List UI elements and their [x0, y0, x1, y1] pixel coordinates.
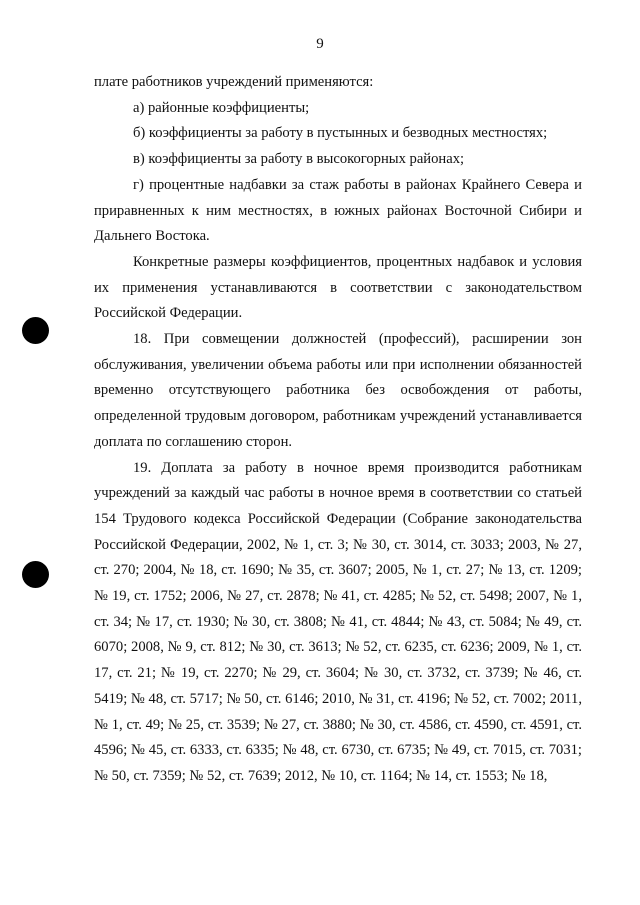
punch-hole-mark [22, 561, 49, 588]
paragraph-19: 19. Доплата за работу в ночное время производится работникам учреждений за каждый час работы в ночное время в соответствии со статьей 154 Трудового кодекса Российской Федерации (Собрание законодательства Российской Федерации, 2002, № 1, ст. 3; № 30, ст. 3014, ст. 3033; 2003, № 27, ст. 270; 2004, № 18, ст. 1690; № 35, ст. 3607; 2005, № 1, ст. 27; № 13, ст. 1209; № 19, ст. 1752; 2006, № 27, ст. 2878; № 41, ст. 4285; № 52, ст. 5498; 2007, № 1, ст. 34; № 17, ст. 1930; № 30, ст. 3808; № 41, ст. 4844; № 43, ст. 5084; № 49, ст. 6070; 2008, № 9, ст. 812; № 30, ст. 3613; № 52, ст. 6235, ст. 6236; 2009, № 1, ст. 17, ст. 21; № 19, ст. 2270; № 29, ст. 3604; № 30, ст. 3732, ст. 3739; № 46, ст. 5419; № 48, ст. 5717; № 50, ст. 6146; 2010, № 31, ст. 4196; № 52, ст. 7002; 2011, № 1, ст. 49; № 25, ст. 3539; № 27, ст. 3880; № 30, ст. 4586, ст. 4590, ст. 4591, ст. 4596; № 45, ст. 6333, ст. 6335; № 48, ст. 6730, ст. 6735; № 49, ст. 7015, ст. 7031; № 50, ст. 7359; № 52, ст. 7639; 2012, № 10, ст. 1164; № 14, ст. 1553; № 18, [94, 459, 582, 784]
paragraph-18: 18. При совмещении должностей (профессий), расширении зон обслуживания, увеличении объема работы или при исполнении обязанностей временно отсутствующего работника без освобождения от работы, определенной трудовым договором, работникам учреждений устанавливается доплата по соглашению сторон. [94, 331, 582, 450]
list-item-b: б) коэффициенты за работу в пустынных и безводных местностях; [133, 125, 548, 142]
list-item-c: в) коэффициенты за работу в высокогорных районах; [133, 151, 465, 168]
list-item-d: г) процентные надбавки за стаж работы в районах Крайнего Севера и приравненных к ним местностях, в южных районах Восточной Сибири и Дальнего Востока. [94, 176, 582, 245]
document-body [94, 70, 582, 790]
page-number: 9 [316, 36, 324, 52]
paragraph-continuation: плате работников учреждений применяются: [94, 74, 374, 90]
paragraph-coefficients: Конкретные размеры коэффициентов, процентных надбавок и условия их применения устанавливаются в соответствии с законодательством Российской Федерации. [94, 253, 582, 322]
list-item-a: а) районные коэффициенты; [133, 99, 310, 116]
punch-hole-mark [22, 317, 49, 344]
